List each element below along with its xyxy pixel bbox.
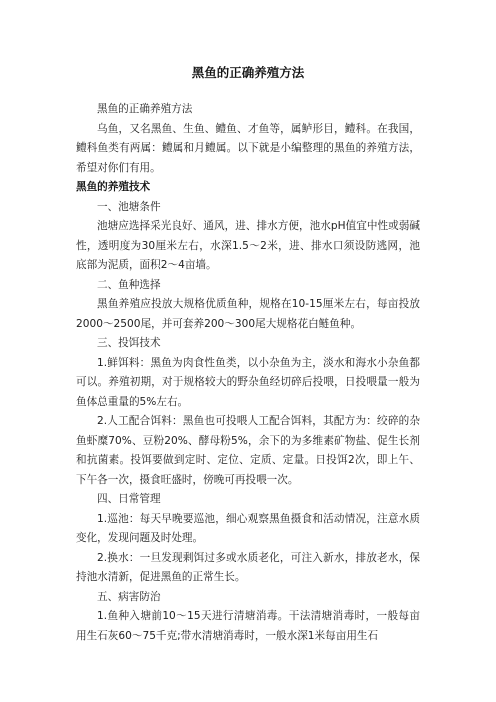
section-4-paragraph-2: 2.换水：一旦发现剩饵过多或水质老化，可注入新水，排放老水，保持池水清新，促进黑鱼的正常生长。 (76, 551, 420, 583)
document-title: 黑鱼的正确养殖方法 (191, 65, 305, 80)
section-2-paragraph: 黑鱼养殖应投放大规格优质鱼种，规格在10-15厘米左右，每亩投放2000～2500尾，并可套养200～300尾大规格花白鲢鱼种。 (76, 298, 420, 330)
section-1-paragraph: 池塘应选择采光良好、通风，进、排水方便，池水pH值宜中性或弱碱性，透明度为30厘米左右，水深1.5～2米，进、排水口须设防逃网，池底部为泥质，面积2～4亩墙。 (76, 220, 420, 271)
section-5-title: 五、病害防治 (97, 590, 161, 603)
section-1-title: 一、池塘条件 (97, 200, 161, 213)
section-4-paragraph-1: 1.巡池：每天早晚要巡池，细心观察黑鱼摄食和活动情况，注意水质变化，发现问题及时处理。 (76, 512, 420, 544)
intro-paragraph: 乌鱼，又名黑鱼、生鱼、鳢鱼、才鱼等，属鲈形目，鳢科。在我国，鳢科鱼类有两属：鳢属和月鳢属。以下就是小编整理的黑鱼的养殖方法，希望对你们有用。 (76, 122, 420, 174)
section-3-paragraph-2: 2.人工配合饵料：黑鱼也可投喂人工配合饵料，其配方为：绞碎的杂鱼虾糜70%、豆粉20%、酵母粉5%，余下的为多维素矿物盐、促生长剂和抗菌素。投饵要做到定时、定位、定质、定量。日投饵2次，即上午、下午各一次，摄食旺盛时，傍晚可再投喂一次。 (76, 415, 420, 486)
section-5-paragraph-1: 1.鱼种入塘前10～15天进行清塘消毒。干法清塘消毒时，一般每亩用生石灰60～75千克;带水清塘消毒时，一般水深1米每亩用生石 (76, 610, 420, 642)
section-4-title: 四、日常管理 (97, 493, 161, 505)
section-2-title: 二、鱼种选择 (97, 278, 161, 291)
section-heading: 黑鱼的养殖技术 (76, 181, 151, 193)
intro-heading: 黑鱼的正确养殖方法 (97, 103, 193, 115)
section-3-paragraph-1: 1.鲜饵料：黑鱼为肉食性鱼类，以小杂鱼为主，淡水和海水小杂鱼都可以。养殖初期，对于规格较大的野杂鱼经切碎后投喂，日投喂量一般为鱼体总重量的5%左右。 (76, 356, 420, 408)
section-3-title: 三、投饵技术 (97, 337, 161, 349)
